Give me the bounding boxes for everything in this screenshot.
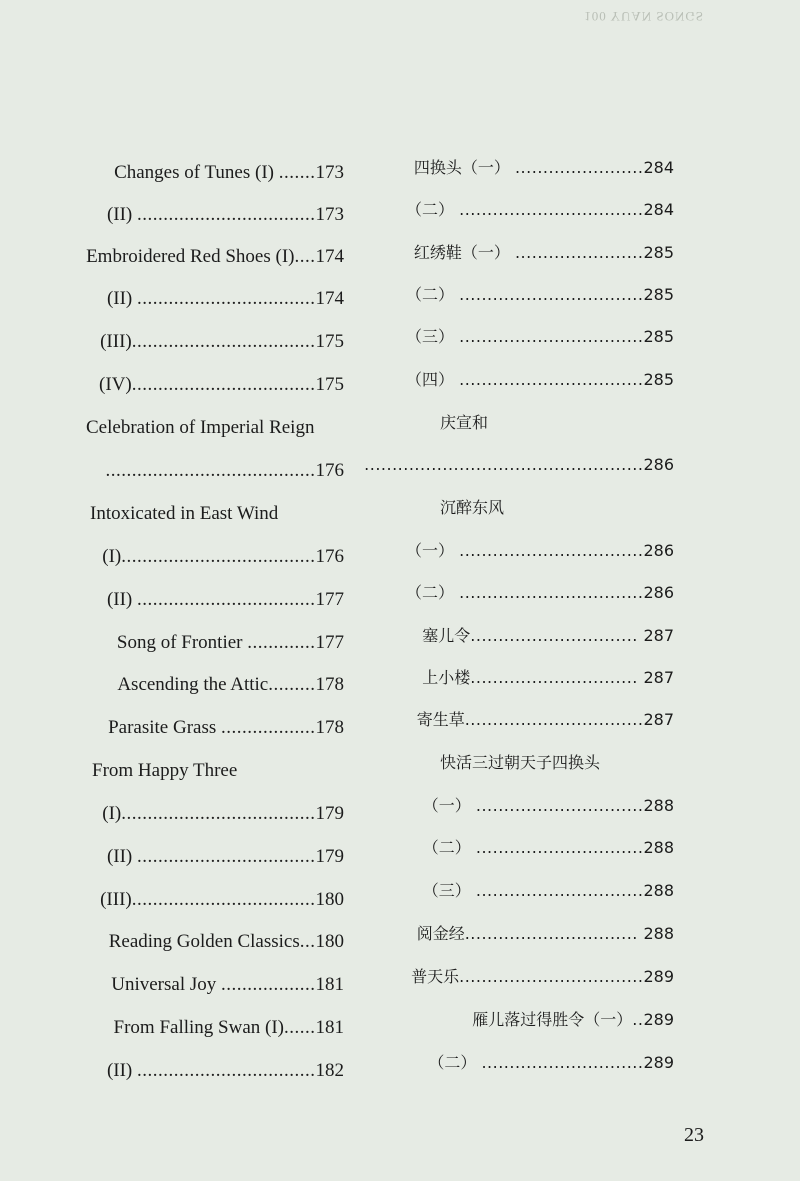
entry-page-number: 286	[643, 455, 674, 474]
entry-title: (IV)	[99, 374, 132, 395]
entry-title: 四换头（一）	[413, 158, 515, 177]
toc-right-entry	[440, 748, 600, 778]
dot-leader: ..................................	[137, 288, 316, 309]
toc-left-entry	[117, 628, 344, 658]
toc-right-entry	[364, 450, 674, 480]
toc-right-entry	[406, 280, 674, 310]
entry-page-number: 288	[643, 881, 674, 900]
toc-right-entry	[422, 663, 674, 693]
entry-title: 沉醉东风	[440, 498, 505, 517]
toc-right-entry	[406, 536, 674, 566]
toc-left-entry	[102, 542, 344, 572]
entry-title: (II)	[106, 846, 137, 867]
dot-leader: ...................................	[131, 889, 316, 910]
toc-right-entry	[417, 919, 674, 949]
toc-right-entry	[423, 833, 674, 863]
entry-page-number: 289	[643, 1010, 674, 1029]
entry-title: (II)	[106, 1060, 137, 1081]
dot-leader: .....................................	[121, 803, 316, 824]
toc-right-entry	[406, 365, 674, 395]
entry-title: Song of Frontier	[116, 632, 248, 653]
entry-page-number: 182	[315, 1060, 344, 1081]
entry-title: Embroidered Red Shoes (I)	[86, 246, 295, 267]
entry-page-number: 178	[315, 717, 344, 738]
entry-page-number: 284	[643, 200, 674, 219]
toc-left-entry	[102, 799, 344, 829]
entry-page-number: 288	[643, 924, 674, 943]
dot-leader: ..............................	[475, 881, 644, 900]
entry-page-number: 180	[315, 889, 344, 910]
entry-page-number: 176	[315, 546, 344, 567]
entry-title: （一）	[406, 541, 460, 560]
entry-title: (II)	[106, 288, 137, 309]
dot-leader: .............................	[481, 1053, 644, 1072]
toc-right-entry	[440, 408, 488, 438]
toc-left-entry	[86, 413, 314, 443]
dot-leader: .................................	[459, 967, 644, 986]
entry-title: 普天乐	[411, 967, 460, 986]
toc-right-entry	[406, 195, 674, 225]
entry-title: Intoxicated in East Wind	[90, 503, 279, 524]
dot-leader: .......................	[514, 243, 644, 262]
toc-right-entry	[406, 322, 674, 352]
dot-leader: ..................................................	[364, 455, 644, 474]
entry-title: 快活三过朝天子四换头	[440, 753, 601, 772]
entry-title: （三）	[422, 881, 476, 900]
entry-title: From Happy Three	[92, 760, 238, 781]
entry-title: 寄生草	[416, 710, 465, 729]
dot-leader: .................................	[459, 327, 644, 346]
entry-page-number: 285	[643, 327, 674, 346]
entry-page-number: 286	[643, 541, 674, 560]
entry-title: 上小楼	[422, 668, 471, 687]
running-header: 100 YUAN SONGS	[584, 9, 704, 24]
entry-title: 红绣鞋（一）	[413, 243, 515, 262]
toc-right-entry	[472, 1005, 674, 1035]
toc-left-entry	[107, 1056, 344, 1086]
dot-leader: .....................................	[121, 546, 316, 567]
dot-leader: ..............................	[470, 668, 644, 687]
entry-title: (I)	[102, 803, 122, 824]
toc-right-entry	[423, 791, 674, 821]
entry-page-number: 178	[315, 674, 344, 695]
entry-page-number: 288	[643, 796, 674, 815]
entry-title: (III)	[100, 889, 132, 910]
toc-right-entry	[423, 876, 674, 906]
dot-leader: .................................	[459, 285, 644, 304]
toc-right-entry	[406, 578, 674, 608]
dot-leader: ......	[284, 1017, 316, 1038]
entry-title: Celebration of Imperial Reign	[86, 417, 315, 438]
toc-left-entry	[86, 242, 344, 272]
toc-right-entry	[417, 705, 674, 735]
entry-page-number: 287	[643, 668, 674, 687]
entry-page-number: 176	[315, 460, 344, 481]
entry-page-number: 285	[643, 285, 674, 304]
toc-left-entry	[109, 927, 344, 957]
dot-leader: .................................	[459, 541, 644, 560]
entry-title: (II)	[106, 204, 137, 225]
entry-page-number: 173	[315, 204, 344, 225]
entry-title: （二）	[422, 838, 476, 857]
dot-leader: .........	[268, 674, 316, 695]
entry-title: （二）	[406, 200, 460, 219]
entry-page-number: 179	[315, 846, 344, 867]
entry-page-number: 287	[643, 710, 674, 729]
toc-left-entry	[111, 970, 344, 1000]
dot-leader: .......	[278, 162, 316, 183]
entry-page-number: 286	[643, 583, 674, 602]
toc-left-entry	[107, 200, 344, 230]
toc-left-entry	[114, 158, 344, 188]
toc-left-entry	[114, 1013, 344, 1043]
entry-title: (I)	[102, 546, 122, 567]
entry-title: （二）	[428, 1053, 482, 1072]
dot-leader: ..	[632, 1010, 644, 1029]
entry-page-number: 175	[315, 374, 344, 395]
dot-leader: .............	[247, 632, 316, 653]
entry-page-number: 180	[315, 931, 344, 952]
toc-left-entry	[107, 585, 344, 615]
entry-title: Reading Golden Classics	[108, 931, 300, 952]
dot-leader: ..................................	[137, 846, 316, 867]
dot-leader: ..............................	[475, 796, 644, 815]
entry-title: Ascending the Attic	[117, 674, 269, 695]
entry-page-number: 179	[315, 803, 344, 824]
entry-title: 庆宣和	[440, 413, 489, 432]
entry-page-number: 288	[643, 838, 674, 857]
page-number: 23	[684, 1124, 704, 1146]
entry-title: （三）	[406, 327, 460, 346]
entry-page-number: 173	[315, 162, 344, 183]
entry-title: Universal Joy	[111, 974, 221, 995]
entry-page-number: 181	[315, 1017, 344, 1038]
dot-leader: ..................................	[137, 204, 316, 225]
dot-leader: ....	[294, 246, 316, 267]
entry-page-number: 174	[315, 288, 344, 309]
dot-leader: ..................	[221, 717, 316, 738]
dot-leader: ...................................	[131, 331, 316, 352]
dot-leader: ........................................	[105, 460, 316, 481]
entry-page-number: 285	[643, 243, 674, 262]
entry-page-number: 285	[643, 370, 674, 389]
dot-leader: ...................................	[131, 374, 316, 395]
dot-leader: ..................................	[137, 589, 316, 610]
entry-title: （一）	[422, 796, 476, 815]
entry-page-number: 289	[643, 1053, 674, 1072]
entry-page-number: 287	[643, 626, 674, 645]
dot-leader: ...	[299, 931, 316, 952]
dot-leader: ..................................	[137, 1060, 316, 1081]
toc-left-entry	[92, 756, 237, 786]
entry-title: Parasite Grass	[108, 717, 221, 738]
entry-title: （二）	[406, 285, 460, 304]
toc-left-entry	[117, 670, 344, 700]
entry-title: (II)	[106, 589, 137, 610]
entry-title: (III)	[100, 331, 132, 352]
entry-page-number: 289	[643, 967, 674, 986]
entry-title: Changes of Tunes (I)	[114, 162, 279, 183]
entry-title: 阅金经	[416, 924, 465, 943]
dot-leader: ...............................	[464, 924, 644, 943]
toc-left-entry	[99, 370, 344, 400]
dot-leader: ..............................	[475, 838, 644, 857]
dot-leader: .................................	[459, 583, 644, 602]
entry-page-number: 284	[643, 158, 674, 177]
dot-leader: ..................	[221, 974, 316, 995]
toc-right-entry	[428, 1048, 674, 1078]
toc-right-entry	[422, 621, 674, 651]
toc-right-entry	[414, 153, 674, 183]
dot-leader: .................................	[459, 200, 644, 219]
dot-leader: .................................	[459, 370, 644, 389]
entry-page-number: 177	[315, 632, 344, 653]
entry-title: 塞儿令	[422, 626, 471, 645]
entry-page-number: 181	[315, 974, 344, 995]
toc-left-entry	[90, 499, 278, 529]
entry-title: （四）	[406, 370, 460, 389]
entry-page-number: 175	[315, 331, 344, 352]
dot-leader: .......................	[514, 158, 644, 177]
entry-page-number: 174	[315, 246, 344, 267]
entry-title: From Falling Swan (I)	[113, 1017, 284, 1038]
entry-title: 雁儿落过得胜令（一）	[472, 1010, 633, 1029]
toc-left-entry	[106, 456, 345, 486]
toc-left-entry	[108, 713, 344, 743]
toc-left-entry	[100, 885, 344, 915]
toc-right-entry	[414, 238, 674, 268]
toc-left-entry	[107, 284, 344, 314]
entry-page-number: 177	[315, 589, 344, 610]
dot-leader: ................................	[464, 710, 644, 729]
toc-right-entry	[411, 962, 674, 992]
toc-right-entry	[440, 493, 504, 523]
entry-title: （二）	[406, 583, 460, 602]
toc-left-entry	[100, 327, 344, 357]
toc-left-entry	[107, 842, 344, 872]
dot-leader: ..............................	[470, 626, 644, 645]
